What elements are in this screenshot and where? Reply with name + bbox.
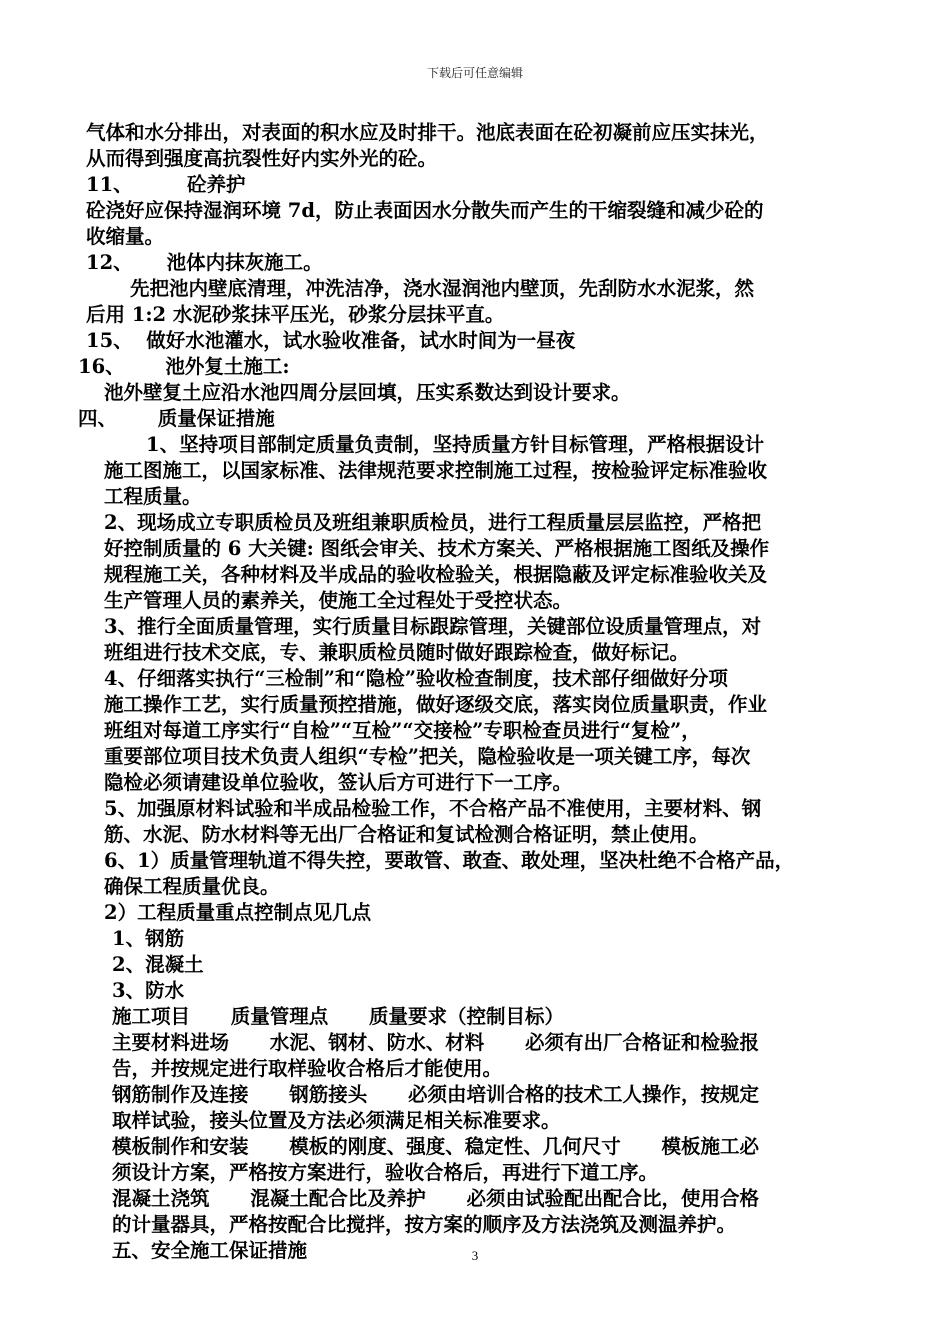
text-line: 气体和水分排出，对表面的积水应及时排干。池底表面在砼初凝前应压实抹光，	[86, 121, 769, 144]
text-line: 取样试验，接头位置及方法必须满足相关标准要求。	[112, 1109, 561, 1132]
text-line: 隐检必须请建设单位验收，签认后方可进行下一工序。	[104, 771, 573, 794]
text-line: 班组对每道工序实行“自检”“互检”“交接检”专职检查员进行“复检”，	[104, 719, 701, 742]
text-line: 1、坚持项目部制定质量负责制，坚持质量方针目标管理，严格根据设计	[146, 433, 765, 456]
text-line: 6、1）质量管理轨道不得失控，要敢管、敢查、敢处理，坚决杜绝不合格产品，	[104, 849, 795, 872]
text-line: 池外壁复土应沿水池四周分层回填，压实系数达到设计要求。	[104, 381, 631, 404]
text-line: 重要部位项目技术负责人组织“专检”把关，隐检验收是一项关键工序，每次	[104, 745, 751, 768]
table-header-line: 施工项目 质量管理点 质量要求（控制目标）	[112, 1005, 564, 1028]
text-line: 钢筋制作及连接 钢筋接头 必须由培训合格的技术工人操作，按规定	[112, 1083, 759, 1106]
text-line: 班组进行技术交底，专、兼职质检员随时做好跟踪检查，做好标记。	[104, 641, 690, 664]
text-line: 后用 1:2 水泥砂浆抹平压光，砂浆分层抹平直。	[86, 303, 505, 326]
text-line: 2）工程质量重点控制点见几点	[104, 901, 372, 924]
text-line: 1、钢筋	[112, 927, 185, 950]
text-line: 16、 池外复土施工:	[78, 355, 290, 378]
page-number: 3	[471, 1248, 479, 1263]
text-line: 先把池内壁底清理，冲洗洁净，浇水湿润池内壁顶，先刮防水水泥浆，然	[130, 277, 755, 300]
text-line: 的计量器具，严格按配合比搅拌，按方案的顺序及方法浇筑及测温养护。	[112, 1213, 737, 1236]
text-line: 模板制作和安装 模板的刚度、强度、稳定性、几何尺寸 模板施工必	[112, 1135, 759, 1158]
text-line: 2、现场成立专职质检员及班组兼职质检员，进行工程质量层层监控，严格把	[104, 511, 762, 534]
text-line: 告，并按规定进行取样验收合格后才能使用。	[112, 1057, 503, 1080]
text-line: 筋、水泥、防水材料等无出厂合格证和复试检测合格证明，禁止使用。	[104, 823, 709, 846]
text-line: 确保工程质量优良。	[104, 875, 280, 898]
section-heading: 四、 质量保证措施	[78, 407, 275, 430]
text-line: 15、 做好水池灌水，试水验收准备，试水时间为一昼夜	[86, 329, 576, 352]
text-line: 收缩量。	[86, 225, 165, 248]
text-line: 须设计方案，严格按方案进行，验收合格后，再进行下道工序。	[112, 1161, 659, 1184]
text-line: 11、 砼养护	[86, 173, 246, 196]
text-line: 混凝土浇筑 混凝土配合比及养护 必须由试验配出配合比，使用合格	[112, 1187, 759, 1210]
page-header: 下载后可任意编辑	[426, 66, 523, 80]
text-line: 砼浇好应保持湿润环境 7d，防止表面因水分散失而产生的干缩裂缝和减少砼的	[86, 199, 764, 222]
text-line: 施工操作工艺，实行质量预控措施，做好逐级交底，落实岗位质量职责，作业	[104, 693, 768, 716]
text-line: 规程施工关，各种材料及半成品的验收检验关，根据隐蔽及评定标准验收关及	[104, 563, 768, 586]
text-line: 从而得到强度高抗裂性好内实外光的砼。	[86, 147, 438, 170]
text-line: 2、混凝土	[112, 953, 204, 976]
text-line: 主要材料进场 水泥、钢材、防水、材料 必须有出厂合格证和检验报	[112, 1031, 759, 1054]
text-line: 5、加强原材料试验和半成品检验工作，不合格产品不准使用，主要材料、钢	[104, 797, 762, 820]
section-heading: 五、安全施工保证措施	[112, 1239, 308, 1262]
text-line: 生产管理人员的素养关，使施工全过程处于受控状态。	[104, 589, 573, 612]
text-line: 好控制质量的 6 大关键: 图纸会审关、技术方案关、严格根据施工图纸及操作	[104, 537, 770, 560]
text-line: 3、防水	[112, 979, 185, 1002]
text-line: 施工图施工，以国家标准、法律规范要求控制施工过程，按检验评定标准验收	[104, 459, 768, 482]
text-line: 工程质量。	[104, 485, 202, 508]
text-line: 4、仔细落实执行“三检制”和“隐检”验收检查制度，技术部仔细做好分项	[104, 667, 728, 690]
text-line: 12、 池体内抹灰施工。	[86, 251, 323, 274]
text-line: 3、推行全面质量管理，实行质量目标跟踪管理，关键部位设质量管理点，对	[104, 615, 762, 638]
